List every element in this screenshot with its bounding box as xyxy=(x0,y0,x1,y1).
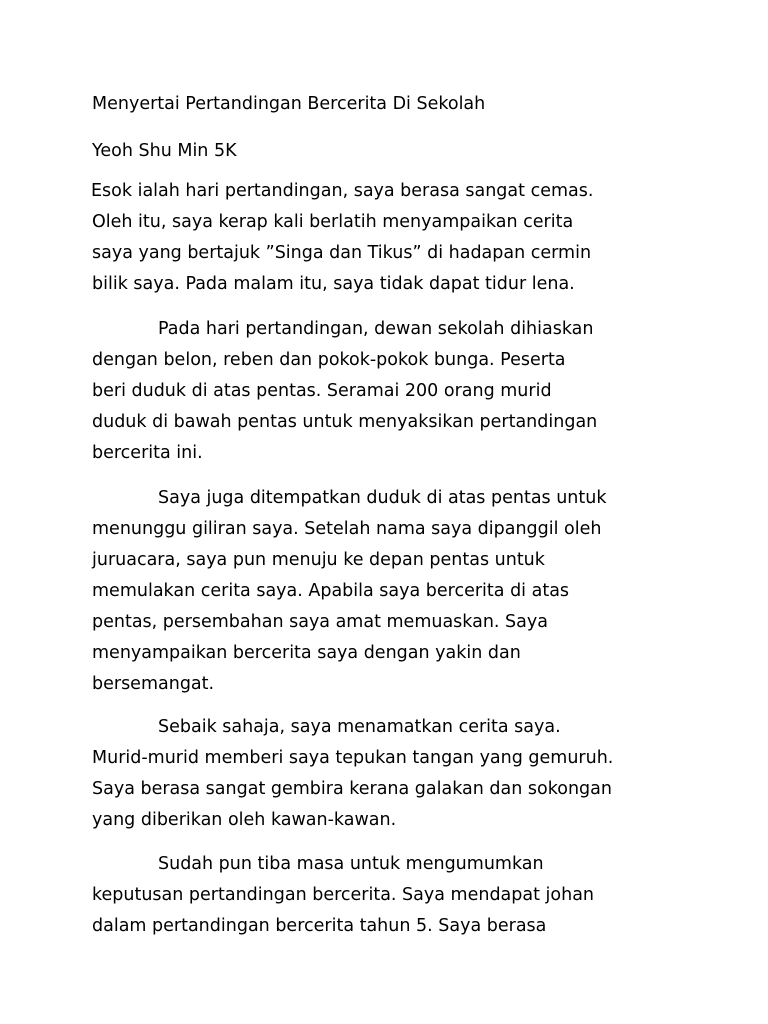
paragraph-line: pentas, persembahan saya amat memuaskan. Saya xyxy=(92,612,548,632)
document-title: Menyertai Pertandingan Bercerita Di Sekolah xyxy=(92,94,486,114)
document-author: Yeoh Shu Min 5K xyxy=(92,141,237,161)
paragraph-line: Sudah pun tiba masa untuk mengumumkan xyxy=(158,854,544,874)
paragraph-line: bercerita ini. xyxy=(92,443,203,463)
paragraph-line: Oleh itu, saya kerap kali berlatih menyampaikan cerita xyxy=(92,212,574,232)
paragraph-line: duduk di bawah pentas untuk menyaksikan pertandingan xyxy=(92,412,598,432)
paragraph-line: memulakan cerita saya. Apabila saya bercerita di atas xyxy=(92,581,570,601)
paragraph-line: menunggu giliran saya. Setelah nama saya dipanggil oleh xyxy=(92,519,602,539)
paragraph-line: Pada hari pertandingan, dewan sekolah dihiaskan xyxy=(158,319,594,339)
paragraph-line: dalam pertandingan bercerita tahun 5. Saya berasa xyxy=(92,916,547,936)
paragraph-line: beri duduk di atas pentas. Seramai 200 orang murid xyxy=(92,381,552,401)
paragraph-line: Esok ialah hari pertandingan, saya berasa sangat cemas. xyxy=(91,181,594,201)
paragraph-line: saya yang bertajuk ”Singa dan Tikus” di hadapan cermin xyxy=(92,243,592,263)
paragraph-line: juruacara, saya pun menuju ke depan pentas untuk xyxy=(92,550,545,570)
paragraph-line: keputusan pertandingan bercerita. Saya mendapat johan xyxy=(92,885,595,905)
paragraph-line: dengan belon, reben dan pokok-pokok bunga. Peserta xyxy=(92,350,566,370)
paragraph-line: yang diberikan oleh kawan-kawan. xyxy=(92,810,397,830)
paragraph-line: Sebaik sahaja, saya menamatkan cerita saya. xyxy=(158,717,561,737)
paragraph-line: bilik saya. Pada malam itu, saya tidak dapat tidur lena. xyxy=(92,274,575,294)
paragraph-line: bersemangat. xyxy=(92,674,215,694)
paragraph-line: Murid-murid memberi saya tepukan tangan yang gemuruh. xyxy=(92,748,614,768)
paragraph-line: Saya juga ditempatkan duduk di atas pentas untuk xyxy=(158,488,607,508)
paragraph-line: Saya berasa sangat gembira kerana galakan dan sokongan xyxy=(92,779,612,799)
paragraph-line: menyampaikan bercerita saya dengan yakin dan xyxy=(92,643,521,663)
